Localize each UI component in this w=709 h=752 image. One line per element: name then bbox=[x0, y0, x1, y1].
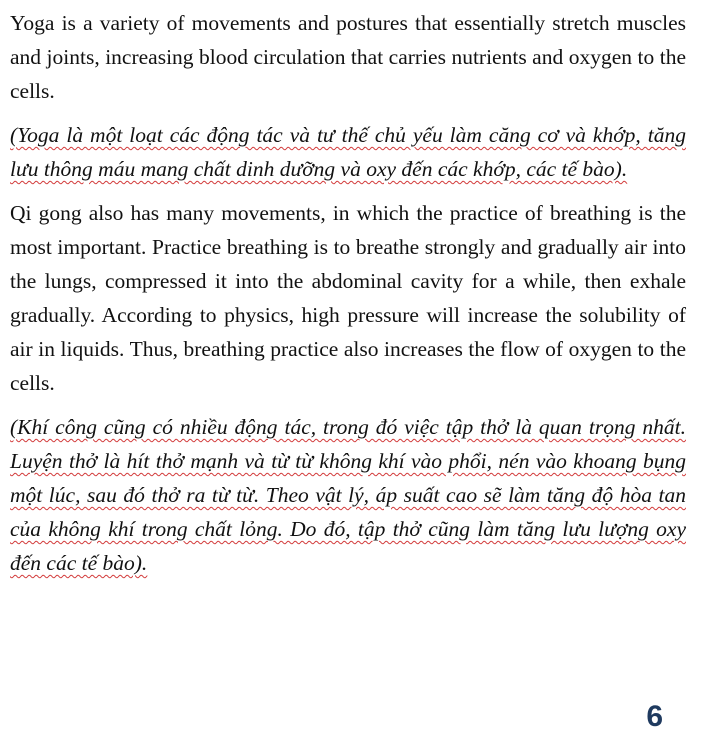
page-number: 6 bbox=[646, 700, 663, 733]
paragraph-qigong-vietnamese: (Khí công cũng có nhiều động tác, trong đó việc tập thở là quan trọng nhất. Luyện thở là hít thở mạnh và từ từ không khí vào phổi, nén vào khoang bụng một lúc, sau đó thở ra từ từ. Theo vật lý, áp suất cao sẽ làm tăng độ hòa tan của không khí trong chất lỏng. Do đó, tập thở cũng làm tăng lưu lượng oxy đến các tế bào). bbox=[10, 415, 686, 575]
paragraph-yoga-vietnamese: (Yoga là một loạt các động tác và tư thế chủ yếu làm căng cơ và khớp, tăng lưu thông máu mang chất dinh dưỡng và oxy đến các khớp, các tế bào). bbox=[10, 123, 686, 181]
paragraph-yoga-english: Yoga is a variety of movements and postures that essentially stretch muscles and joints, increasing blood circulation that carries nutrients and oxygen to the cells. bbox=[10, 11, 686, 103]
paragraph-qigong-english: Qi gong also has many movements, in which the practice of breathing is the most important. Practice breathing is to breathe strongly and gradually air into the lungs, compressed it into the abdominal cavity for a while, then exhale gradually. According to physics, high pressure will increase the solubility of air in liquids. Thus, breathing practice also increases the flow of oxygen to the cells. bbox=[10, 201, 686, 395]
document-page bbox=[10, 6, 686, 590]
